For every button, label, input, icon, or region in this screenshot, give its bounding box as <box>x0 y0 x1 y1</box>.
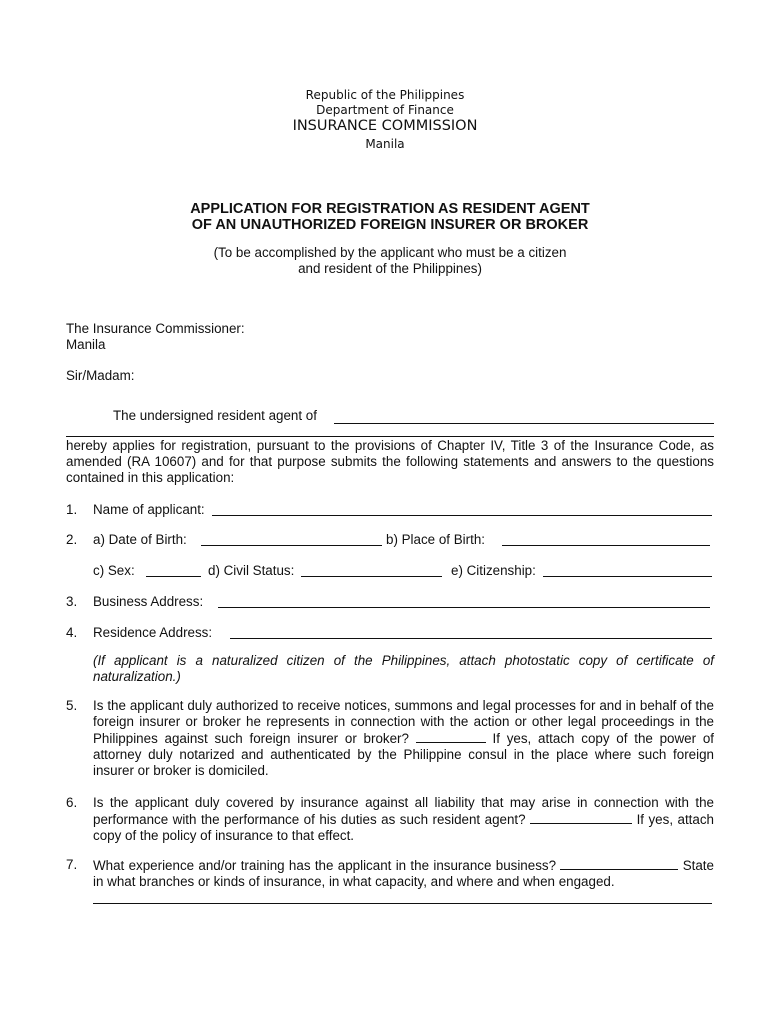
resident-agent-of-field-continued[interactable] <box>66 436 714 437</box>
item-number-5: 5. <box>66 698 78 713</box>
name-label: Name of applicant: <box>93 502 205 517</box>
form-subtitle-line1: (To be accomplished by the applicant who must be a citizen <box>213 245 567 260</box>
sex-field[interactable] <box>146 576 201 577</box>
pob-label: b) Place of Birth: <box>386 532 485 547</box>
residence-address-field[interactable] <box>230 638 712 639</box>
header-republic: Republic of the Philippines <box>305 88 465 102</box>
question-5-text: Is the applicant duly authorized to receive notices, summons and legal processes for and in behalf of the foreign insurer or broker he represents in connection with the action or other legal proceedings in the Philippines against such foreign insurer or broker? <box>93 698 714 746</box>
intro-body: hereby applies for registration, pursuant to the provisions of Chapter IV, Title 3 of the Insurance Code, as amended (RA 10607) and for that purpose submits the following statements and answers to the questions contained in this application: <box>66 438 714 485</box>
question-6-answer-field[interactable] <box>530 811 632 824</box>
question-7-text: What experience and/or training has the applicant in the insurance business? <box>93 858 557 873</box>
resident-agent-of-field[interactable] <box>334 423 714 424</box>
dob-field[interactable] <box>201 545 382 546</box>
question-7 <box>93 857 714 890</box>
question-6-instruction: If yes, attach copy of the policy of insurance to that effect. <box>93 812 714 843</box>
question-5-instruction: If yes, attach copy of the power of attorney duly notarized and authenticated by the Philippine consul in the place where such foreign insurer or broker is domiciled. <box>93 731 714 778</box>
question-6 <box>93 795 714 844</box>
name-field[interactable] <box>212 515 712 516</box>
header-department: Department of Finance <box>316 103 454 117</box>
header-commission: INSURANCE COMMISSION <box>292 118 478 134</box>
item-number-6: 6. <box>66 795 78 810</box>
question-7-answer-field[interactable] <box>560 857 678 870</box>
question-7-details-field[interactable] <box>93 903 712 904</box>
question-5-answer-field[interactable] <box>416 730 486 743</box>
pob-field[interactable] <box>502 545 710 546</box>
residence-address-label: Residence Address: <box>93 625 213 640</box>
civil-status-label: d) Civil Status: <box>208 563 295 578</box>
business-address-label: Business Address: <box>93 594 204 609</box>
item-number-3: 3. <box>66 594 78 609</box>
salutation: Sir/Madam: <box>66 368 135 383</box>
question-7-instruction: State in what branches or kinds of insurance, in what capacity, and where and when engaged. <box>93 858 714 889</box>
question-6-text: Is the applicant duly covered by insurance against all liability that may arise in connection with the performance with the performance of his duties as such resident agent? <box>93 795 714 827</box>
addressee-line1: The Insurance Commissioner: <box>66 321 245 336</box>
item-number-7: 7. <box>66 857 78 872</box>
intro-lead: The undersigned resident agent of <box>113 408 317 423</box>
civil-status-field[interactable] <box>301 576 442 577</box>
form-subtitle-line2: and resident of the Philippines) <box>298 261 482 276</box>
addressee-line2: Manila <box>66 337 106 352</box>
item-number-4: 4. <box>66 625 78 640</box>
item-number-2: 2. <box>66 532 78 547</box>
header-city: Manila <box>365 137 405 151</box>
naturalized-note: (If applicant is a naturalized citizen of the Philippines, attach photostatic copy of certificate of naturalization.) <box>93 653 714 684</box>
sex-label: c) Sex: <box>93 563 135 578</box>
item-number-1: 1. <box>66 502 78 517</box>
dob-label: a) Date of Birth: <box>93 532 187 547</box>
business-address-field[interactable] <box>218 607 710 608</box>
question-5 <box>93 698 714 779</box>
citizenship-field[interactable] <box>543 576 712 577</box>
form-title-line1: APPLICATION FOR REGISTRATION AS RESIDENT AGENT <box>190 201 590 217</box>
citizenship-label: e) Citizenship: <box>451 563 536 578</box>
form-title-line2: OF AN UNAUTHORIZED FOREIGN INSURER OR BROKER <box>191 217 589 233</box>
